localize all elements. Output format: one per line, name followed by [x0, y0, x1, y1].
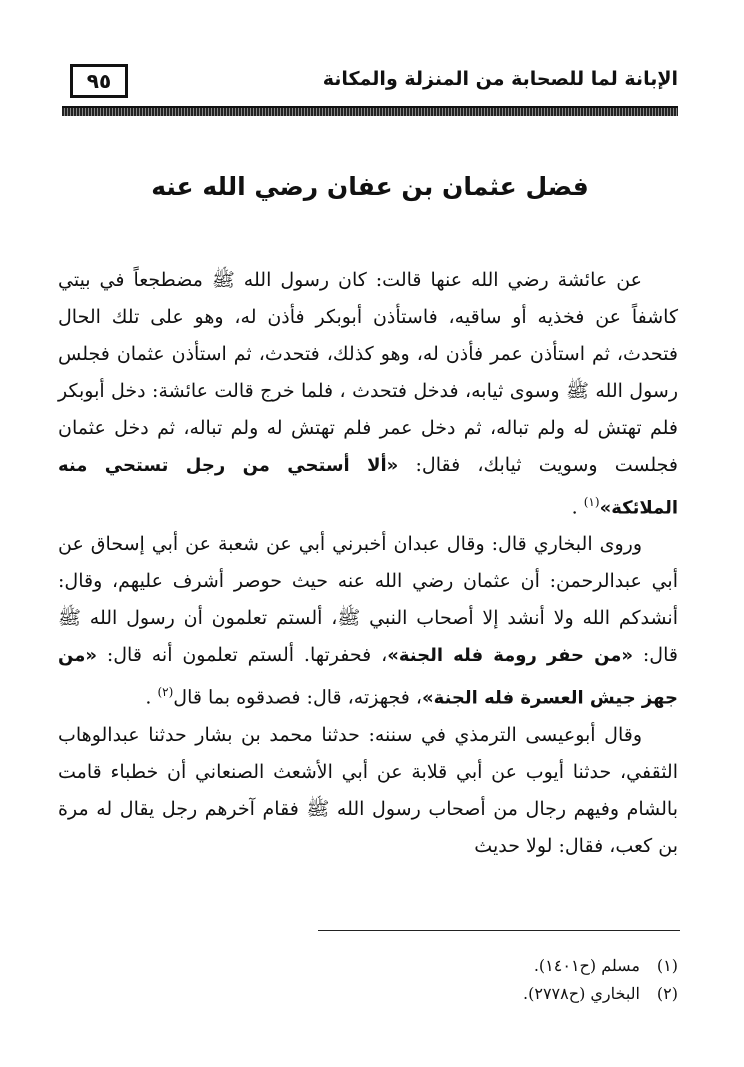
- footnote-number: (١): [656, 956, 678, 975]
- footnote: [58, 952, 678, 980]
- quote: «من جهز جيش العسرة فله الجنة»: [58, 645, 678, 709]
- paragraph-text: عن عائشة رضي الله عنها قالت: كان رسول الله ﷺ مضطجعاً في بيتي كاشفاً عن فخذيه أو ساقيه، فاستأذن أبوبكر فأذن له، وهو على تلك الحال فتحدث، ثم استأذن عمر فأذن له، وهو كذلك، فتحدث، ثم استأذن عثمان فجلس رسول الله ﷺ وسوى ثيابه، فدخل فتحدث ، فلما خرج قالت عائشة: دخل أبوبكر فلم تهتش له ولم تباله، ثم دخل عمر فلم تهتش له ولم تباله، ثم دخل عثمان فجلست وسويت ثيابك، فقال:: [58, 269, 678, 476]
- paragraph-text: ، فجهزته، قال: فصدقوه بما قال: [173, 686, 423, 709]
- running-title: الإبانة لما للصحابة من المنزلة والمكانة: [322, 68, 678, 90]
- quote: «من حفر رومة فله الجنة»: [387, 645, 634, 667]
- footnote-text: البخاري (ح٢٧٧٨).: [523, 984, 640, 1003]
- quote: «ألا أستحي من رجل تستحي منه الملائكة»: [58, 455, 678, 519]
- footnote-rule: [318, 930, 680, 931]
- footnote-ref: (١): [583, 495, 600, 509]
- paragraph-aisha-hadith: عن عائشة رضي الله عنها قالت: كان رسول الله ﷺ مضطجعاً في بيتي كاشفاً عن فخذيه أو ساقيه، فاستأذن أبوبكر فأذن له، وهو على تلك الحال فتحدث، ثم استأذن عمر فأذن له، وهو كذلك، فتحدث، ثم استأذن عثمان فجلس رسول الله ﷺ وسوى ثيابه، فدخل فتحدث ، فلما خرج قالت عائشة: دخل أبوبكر فلم تهتش له ولم تباله، ثم دخل عمر فلم تهتش له ولم تباله، ثم دخل عثمان فجلست وسويت ثيابك، فقال: «ألا أستحي من رجل تستحي منه الملائكة»$^{(١)}$ .: [58, 269, 678, 519]
- header-rule: [62, 106, 678, 116]
- paragraph-bukhari: وروى البخاري قال: وقال عبدان أخبرني أبي عن شعبة عن أبي إسحاق عن أبي عبدالرحمن: أن عثمان رضي الله عنه حيث حوصر أشرف عليهم، وقال: أنشدكم الله ولا أنشد إلا أصحاب النبي ﷺ، ألستم تعلمون أن رسول الله ﷺ قال: «من حفر رومة فله الجنة»، فحفرتها. ألستم تعلمون أنه قال: «من جهز جيش العسرة فله الجنة»، فجهزته، قال: فصدقوه بما قال$^{(٢)}$ .: [58, 533, 678, 709]
- paragraph-text: وقال أبوعيسى الترمذي في سننه: حدثنا محمد بن بشار حدثنا عبدالوهاب الثقفي، حدثنا أيوب عن أبي قلابة عن أبي الأشعث الصنعاني أن خطباء قامت بالشام وفيهم رجال من أصحاب رسول الله ﷺ فقام آخرهم رجل يقال له مرة بن كعب، فقال: لولا حديث: [58, 723, 678, 857]
- footnote-ref: (٢): [157, 685, 174, 700]
- footnote-text: مسلم (ح١٤٠١).: [533, 956, 640, 975]
- paragraph-text: ، فحفرتها. ألستم تعلمون أنه قال:: [106, 644, 388, 667]
- paragraph-tirmidhi: [58, 717, 678, 865]
- footnote-number: (٢): [656, 984, 678, 1003]
- paragraph-text: وروى البخاري قال: وقال عبدان أخبرني أبي عن شعبة عن أبي إسحاق عن أبي عبدالرحمن: أن عثمان رضي الله عنه حيث حوصر أشرف عليهم، وقال: أنشدكم الله ولا أنشد إلا أصحاب النبي ﷺ، ألستم تعلمون أن رسول الله ﷺ قال:: [58, 533, 678, 667]
- chapter-title: فضل عثمان بن عفان رضي الله عنه: [151, 172, 589, 201]
- page-number: ٩٥: [70, 64, 128, 98]
- footnotes: [58, 952, 678, 1008]
- page-header: [62, 58, 678, 104]
- body-text: [58, 262, 678, 865]
- footnote: [58, 980, 678, 1008]
